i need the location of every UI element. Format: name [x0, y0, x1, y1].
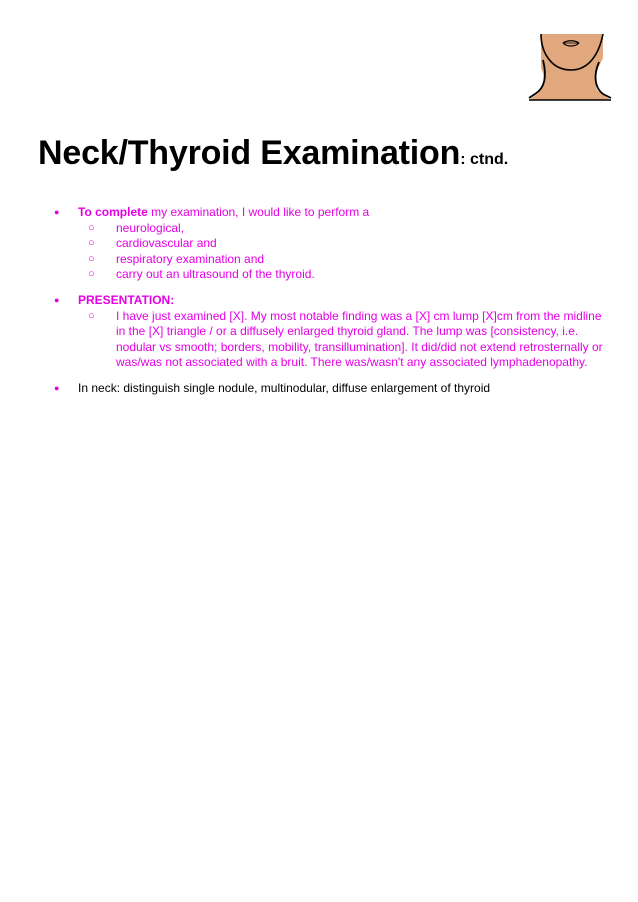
title-main: Neck/Thyroid Examination: [38, 134, 461, 172]
sub-bullet-text: carry out an ultrasound of the thyroid.: [116, 267, 315, 282]
sub-bullet-icon: ○: [88, 221, 95, 234]
page-title: [38, 134, 508, 173]
bullet-icon: ●: [54, 382, 60, 393]
sub-bullet-item: [78, 236, 618, 252]
sub-bullet-item: [78, 252, 618, 268]
sub-bullet-text: respiratory examination and: [116, 251, 265, 266]
bullet-item: [38, 293, 618, 371]
bullet-text: In neck: distinguish single nodule, multinodular, diffuse enlargement of thyroid: [78, 380, 491, 395]
sub-bullet-item: [78, 267, 618, 283]
content-list: [38, 205, 618, 397]
sub-bullet-item: [78, 309, 618, 371]
sub-bullet-icon: ○: [88, 268, 95, 281]
bullet-lead: [78, 205, 618, 221]
bullet-icon: ●: [54, 207, 60, 217]
bullet-item: [38, 205, 618, 283]
neck-illustration-icon: [527, 30, 613, 102]
bullet-lead-text: my examination, I would like to perform a: [147, 205, 370, 219]
sub-bullet-icon: ○: [88, 309, 95, 322]
bullet-lead: [78, 293, 618, 309]
sub-bullet-icon: ○: [88, 237, 95, 250]
sub-bullet-icon: ○: [88, 252, 95, 265]
presentation-paragraph: I have just examined [X]. My most notable finding was a [X] cm lump [X]cm from the midline in the [X] triangle / or a diffusely enlarged thyroid gland. The lump was [consistency, i.e. nodular vs smooth; borders, mobility, transillumination]. It did/did not extend retrosternally or was/was not associated with a bruit. There was/wasn't any associated lymphadenopathy.: [116, 308, 603, 370]
bullet-icon: ●: [54, 294, 60, 305]
bullet-item: [38, 381, 618, 397]
sub-bullet-text: neurological,: [116, 220, 185, 235]
bullet-lead-bold: To complete: [78, 205, 148, 219]
sub-bullet-item: [78, 221, 618, 237]
bullet-lead-bold: PRESENTATION:: [78, 292, 175, 307]
title-suffix: : ctnd.: [460, 151, 509, 168]
sub-bullet-text: cardiovascular and: [116, 236, 217, 251]
